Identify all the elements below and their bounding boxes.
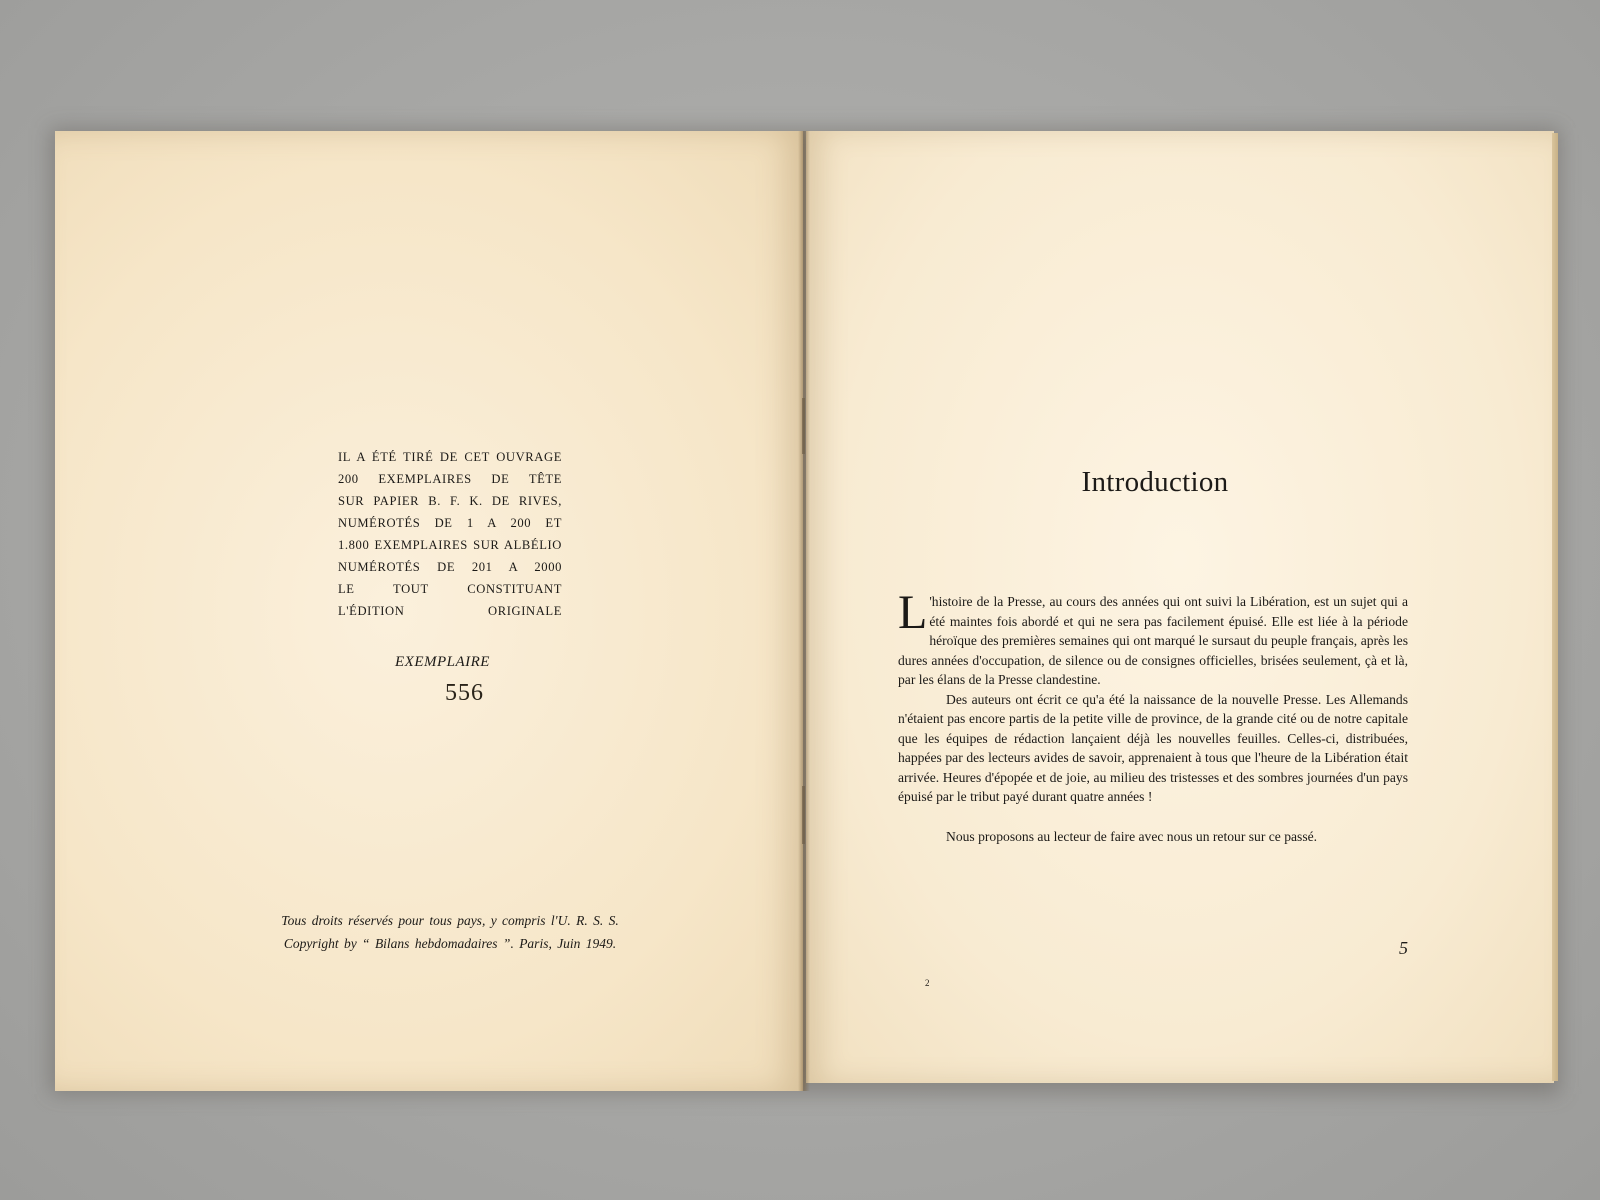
limitation-line: NUMÉROTÉS DE 201 A 2000	[338, 560, 562, 574]
exemplaire-number: 556	[445, 680, 484, 706]
limitation-line: NUMÉROTÉS DE 1 A 200 ET	[338, 516, 562, 530]
introduction-text	[898, 586, 1408, 846]
limitation-line: IL A ÉTÉ TIRÉ DE CET OUVRAGE	[338, 450, 562, 464]
limitation-line: SUR PAPIER B. F. K. DE RIVES,	[338, 494, 562, 508]
limitation-line: L'ÉDITION ORIGINALE	[338, 604, 562, 618]
book-gutter	[798, 131, 810, 1091]
copyright-notice	[240, 909, 660, 955]
paragraph: Des auteurs ont écrit ce qu'a été la naissance de la nouvelle Presse. Les Allemands n'étaient pas encore partis de la petite ville de province, de la grande cité ou de notre capitale que les équipes de rédaction lançaient déjà les nouvelles feuilles. Celles-ci, distribuées, happées par des lecteurs avides de savoir, apprenaient à tous que l'heure de la Libération était arrivée. Heures d'épopée et de joie, au milieu des tristesses et des sombres journées d'un pays épuisé par le tribut payé durant quatre années !	[898, 691, 1408, 804]
limitation-line: LE TOUT CONSTITUANT	[338, 582, 562, 596]
limitation-line: 1.800 EXEMPLAIRES SUR ALBÉLIO	[338, 538, 562, 552]
binding-stitch	[802, 786, 805, 844]
limitation-line: 200 EXEMPLAIRES DE TÊTE	[338, 472, 562, 486]
copyright-line: Copyright by “ Bilans hebdomadaires ”. Paris, Juin 1949.	[283, 936, 617, 951]
limitation-notice	[338, 446, 562, 622]
page-edges	[1552, 133, 1558, 1081]
chapter-title: Introduction	[1081, 466, 1229, 498]
page-number: 5	[1399, 938, 1408, 958]
exemplaire-label: EXEMPLAIRE	[395, 654, 490, 670]
binding-stitch	[802, 398, 805, 454]
drop-cap: L	[898, 586, 928, 639]
signature-mark: 2	[925, 978, 930, 988]
rights-line: Tous droits réservés pour tous pays, y compris l'U. R. S. S.	[281, 913, 619, 928]
paragraph: 'histoire de la Presse, au cours des années qui ont suivi la Libération, est un sujet qui a été maintes fois abordé et qui ne sera pas facilement épuisé. Elle est liée à la période héroïque des premières semaines qui ont marqué le sursaut du peuple français, après les dures années d'occupation, de silence ou de consignes officielles, brisées seulement, çà et là, par les élans de la Presse clandestine.	[898, 594, 1408, 687]
paragraph: Nous proposons au lecteur de faire avec nous un retour sur ce passé.	[946, 828, 1318, 844]
